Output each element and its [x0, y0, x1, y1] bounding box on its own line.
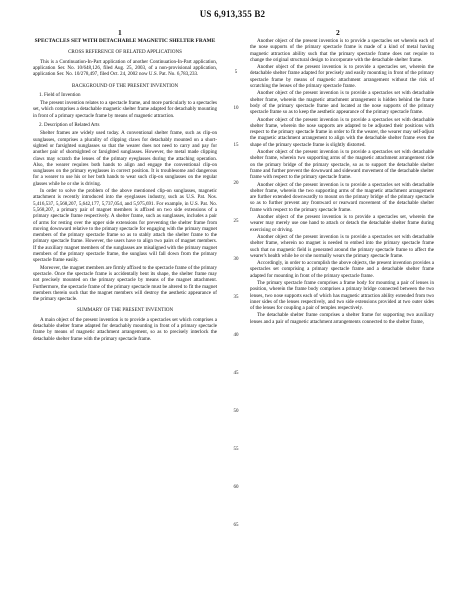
cross-reference-paragraph: This is a Continuation-In-Part application of another Continuation-In-Part application, application Ser. No. 10/648,126, filed Aug. 25, 2003, of a non-provisional application, application Ser. No. 10/278,497, filed Oct. 24, 2002 now U.S. Pat. No. 6,783,233. — [33, 58, 217, 78]
right-paragraph: Another object of the present invention is to provide a spectacles set wherein each of the nose supports of the primary spectacle frame is made of a kind of metal having magnetic attraction ability such that the primary spectacle frame does not require to change the original structural design to incorporate with the detachable shelter frame. — [250, 38, 434, 63]
summary-heading: SUMMARY OF THE PRESENT INVENTION — [76, 307, 174, 314]
right-paragraph: Another object of the present invention is to provide a spectacles set with detachable shelter frame, wherein the two supporting arms of the magnetic attachment arrangement are further extended downwardly to mount on the primary bridge of the primary spectacle so as to further prevent any frontward or rearward movement of the detachable shelter frame with respect to the primary spectacle frame. — [250, 181, 434, 213]
line-number: 30 — [233, 257, 239, 262]
column-number-left: 1 — [118, 28, 122, 37]
right-paragraph: Accordingly, in order to accomplish the above objects, the present invention provides a spectacles set comprising a primary spectacle frame and a detachable shelter frame adapted for mounting in front of the primary spectacle frame. — [250, 260, 434, 279]
column-number-right: 2 — [336, 28, 340, 37]
line-number: 25 — [233, 219, 239, 224]
right-paragraph: The primary spectacle frame comprises a frame body for mounting a pair of lenses in position, wherein the frame body comprises a primary bridge connected between the two lenses, two nose supports each of which has magnetic attraction ability extended from two inner sides of the lenses respectively, and two side extensions provided at two outer sides of the lenses for coupling a pair of temples respectively. — [250, 279, 434, 312]
field-of-invention-heading: 1. Field of Invention — [39, 91, 81, 98]
right-text-column — [250, 38, 434, 326]
line-number: 50 — [233, 409, 239, 414]
right-paragraph: The detachable shelter frame comprises a shelter frame for supporting two auxiliary lenses and a pair of magnetic attachment arrangements connected to the shelter frame, — [250, 312, 434, 325]
right-paragraph: Another object of the present invention is to provide a spectacles set, wherein the detachable shelter frame adapted for precisely and easily mounting in front of the primary spectacle frame by means of magnetic attachment arrangement without the risk of scratching the lenses of the primary spectacle frame. — [250, 64, 434, 90]
line-number: 5 — [234, 70, 238, 75]
field-of-invention-paragraph: The present invention relates to a spectacle frame, and more particularly to a spectacles set, which comprises a detachable magnetic shelter frame adapted for detachably mounting in front of a primary spectacle frame by means of magnetic attraction. — [33, 100, 217, 119]
right-paragraph: Another object of the present invention is to provide a spectacles set with detachable shelter frame, wherein the magnetic attachment arrangement is hidden behind the frame body of the primary spectacle frame and located at the nose supports of the primary spectacle frame so as to keep the aesthetic appearance of the primary spectacle frame. — [250, 90, 434, 116]
right-paragraph: Another object of the present invention is to provide a spectacles set, wherein the wearer may merely use one hand to attach or detach the detachable shelter frame during exercising or driving. — [250, 214, 434, 233]
line-number: 55 — [233, 447, 239, 452]
right-paragraph: Another object of the present invention is to provide a spectacles set with detachable shelter frame, wherein no magnet is needed to embed into the primary spectacle frame such that no magnetic field is generated around the primary spectacle frame to affect the wearer's health while he or she normally wears the primary spectacle frame. — [250, 233, 434, 259]
line-number: 65 — [233, 523, 239, 528]
related-arts-paragraph-3: Moreover, the magnet members are firmly affixed to the spectacle frame of the primary spectacle. Once the spectacle frame is accidentally bent its shape, the shelter frame may not precisely mounted on the primary spectacle by means of the magnet attachment. Furthermore, the spectacle frame of the primary spectacle must be altered to fit the magnet members therein such that the magnet members will destroy the aesthetic appearance of the primary spectacle. — [33, 264, 217, 303]
summary-paragraph-1: A main object of the present invention is to provide a spectacles set which comprises a detachable shelter frame adapted for detachably mounting in front of a primary spectacle frame by means of magnetic attachment arrangement, so as to precisely interlock the detachable shelter frame with the primary spectacle frame. — [33, 316, 217, 342]
line-number: 45 — [233, 371, 239, 376]
related-arts-paragraph-2: In order to solve the problem of the above mentioned clip-on sunglasses, magnetic attachment is recently introduced into the eyeglasses industry, such as U.S. Pat. Nos. 5,416,537, 5,568,207, 5,642,177, 5,737,054, and 5,975,691. For example, in U.S. Pat. No. 5,568,207, a primary pair of magnet members is affixed on two side extensions of a primary spectacle frame respectively. A shelter frame, such as sunglasses, includes a pair of arms for resting over the upper side extensions for preventing the shelter frame from moving downward relative to the primary spectacle for engaging with the primary magnet members of the primary spectacle frame so as to stably attach the shelter frame to the primary spectacle frame. However, the users have to align two pairs of magnet members. If the auxiliary magnet members of the sunglasses are misaligned with the primary magnet members of the primary spectacle frame, the sunglass will fall down from the primary spectacle frame easily. — [33, 188, 217, 264]
related-arts-heading: 2. Description of Related Arts — [39, 122, 100, 129]
line-number: 35 — [233, 295, 239, 300]
related-arts-paragraph-1: Shelter frames are widely used today. A conventional shelter frame, such as clip-on sunglasses, comprises a plurality of clipping claws for detachably mounted on a short-sighted or farsighted sunglasses so that the wearer does not need to carry and pay for another pair of shortsighted or farsighted sunglasses. However, the metal made clipping claws may scratch the lenses of the primary eyeglasses during the attaching operation. Also, the wearer requires both hands to align and engage the conventional clip-on sunglasses on the primary eyeglasses in correct position. It is troublesome and dangerous for a wearer to use his or her both hands to wear such clip-on sunglasses on the regular glasses while he or she is driving. — [33, 130, 217, 187]
line-number: 10 — [233, 106, 239, 111]
right-paragraph: Another object of the present invention is to provide a spectacles set with detachable shelter frame, wherein the nose supports are adapted to be adjusted their positions with respect to the primary spectacle frame in order to fit the wearer, the wearer may self-adjust the magnetic attachment arrangement to align with the detachable shelter frame even the shape of the primary spectacle frame is slightly distorted. — [250, 116, 434, 148]
cross-reference-heading: CROSS REFERENCE OF RELATED APPLICATIONS — [68, 49, 182, 56]
background-heading: BACKGROUND OF THE PRESENT INVENTION — [71, 82, 179, 89]
patent-number-header: US 6,913,355 B2 — [199, 9, 266, 19]
line-number: 20 — [233, 181, 239, 186]
patent-title: SPECTACLES SET WITH DETACHABLE MAGNETIC SHELTER FRAME — [34, 38, 216, 44]
line-number: 40 — [233, 333, 239, 338]
left-text-column — [33, 38, 217, 343]
line-number: 60 — [233, 485, 239, 490]
line-number: 15 — [233, 143, 239, 148]
right-paragraph: Another object of the present invention is to provide a spectacles set with detachable shelter frame, wherein two supporting arms of the magnetic attachment arrangement ride on the primary bridge of the primary spectacle, so as to support the detachable shelter frame and further prevent the downward and sideward movement of the detachable shelter frame with respect to the primary spectacle frame. — [250, 149, 434, 181]
